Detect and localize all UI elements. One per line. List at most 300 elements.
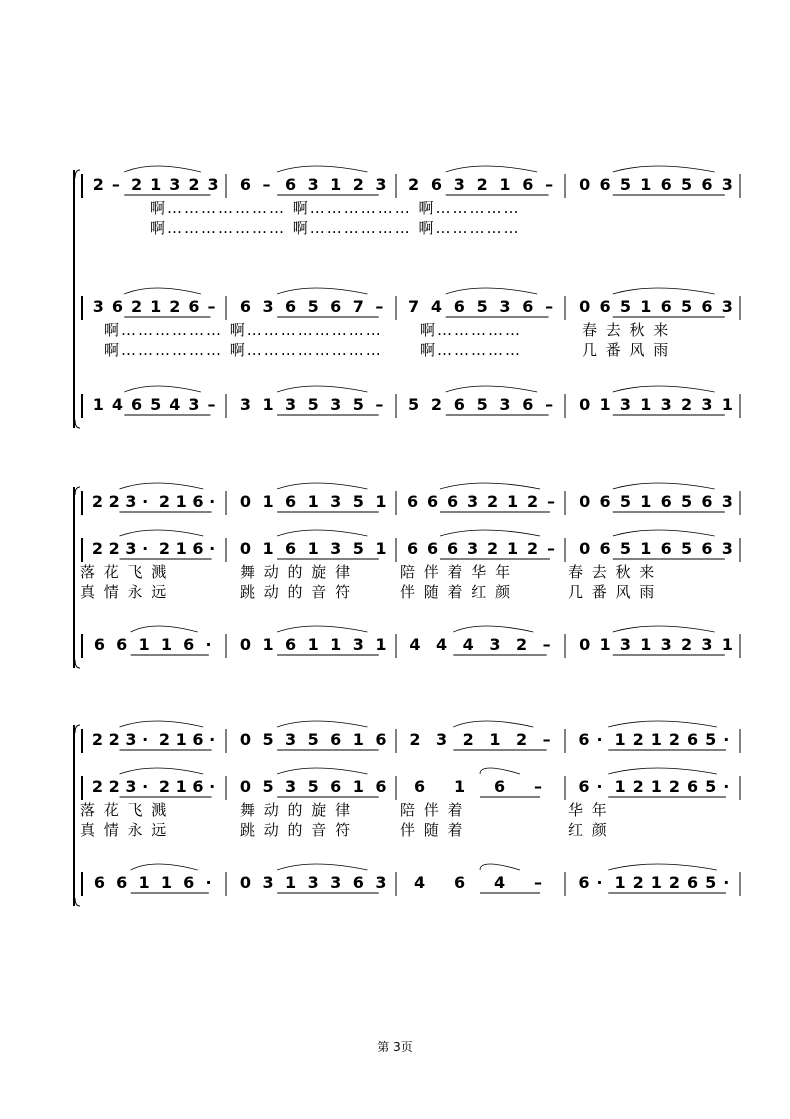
note: 3 [239, 395, 252, 414]
note: – [542, 635, 551, 654]
note: 6 [239, 297, 252, 316]
lyric-line: 啊………………… 啊……………… 啊…………… [150, 199, 521, 217]
note: 1 [138, 635, 150, 654]
slur [613, 530, 715, 536]
note: 6 [701, 492, 713, 511]
note: 1 [614, 777, 626, 796]
note: 2 [92, 175, 104, 194]
slur [124, 166, 201, 172]
note: 3 [721, 175, 733, 194]
note: 3 [701, 635, 713, 654]
lyric-line: 啊………………… 啊……………… 啊…………… [150, 219, 521, 237]
lyric-line: 几 番 风 雨 [582, 341, 671, 359]
note: 6 [701, 175, 713, 194]
note: · [723, 873, 730, 892]
note: 1 [285, 873, 297, 892]
note: 6 [453, 395, 465, 414]
note: 3 [285, 730, 297, 749]
lyric-line: 跳 动 的 音 符 [240, 821, 353, 839]
note: 3 [721, 297, 733, 316]
note: 1 [614, 873, 626, 892]
note: 2 [430, 395, 442, 414]
note: 6 [330, 297, 342, 316]
note: 3 [660, 635, 672, 654]
note: 5 [262, 777, 274, 796]
slur [277, 166, 367, 172]
note: 3 [330, 539, 342, 558]
note: 2 [108, 539, 120, 558]
note: 1 [352, 730, 364, 749]
note: 2 [668, 873, 681, 892]
note: 6 [447, 492, 459, 511]
note: 6 [660, 175, 672, 194]
note: 0 [239, 777, 252, 796]
note: 3 [125, 539, 137, 558]
note: 5 [352, 395, 364, 414]
lyric-line: 真 情 永 远 [80, 583, 169, 601]
note: 6 [522, 175, 534, 194]
note: 1 [175, 539, 187, 558]
note: · [596, 777, 603, 796]
note: 1 [262, 492, 274, 511]
note: 3 [467, 539, 479, 558]
note: 3 [721, 539, 733, 558]
note: 6 [522, 395, 534, 414]
note: 2 [409, 730, 421, 749]
slur [277, 288, 367, 294]
note: 2 [527, 492, 539, 511]
note: – [545, 175, 554, 194]
note: · [142, 777, 149, 796]
note: 1 [150, 297, 162, 316]
note: 3 [92, 297, 104, 316]
bracket-bottom-hook [75, 420, 80, 428]
slur [453, 721, 533, 727]
note: 6 [407, 539, 419, 558]
note: 5 [705, 730, 717, 749]
slur [613, 483, 715, 489]
note: · [209, 539, 216, 558]
bracket-bottom-hook [75, 660, 80, 668]
note: 4 [409, 635, 421, 654]
slur [120, 768, 204, 774]
slur [124, 386, 201, 392]
lyric-line: 啊……………… 啊…………………… [104, 321, 383, 339]
note: 1 [175, 730, 187, 749]
note: 5 [307, 777, 319, 796]
note: 5 [705, 873, 717, 892]
note: 2 [169, 297, 181, 316]
lyric-line: 啊……………… 啊…………………… [104, 341, 383, 359]
slur [613, 166, 715, 172]
note: 1 [262, 539, 274, 558]
note: 3 [262, 873, 274, 892]
note: 3 [285, 395, 297, 414]
note: 3 [125, 730, 137, 749]
slur [277, 721, 367, 727]
note: 6 [660, 492, 672, 511]
slur [613, 288, 715, 294]
slur [277, 626, 367, 632]
lyric-line: 伴 随 着 [400, 821, 465, 839]
note: · [142, 730, 149, 749]
note: 5 [681, 539, 693, 558]
note: 3 [701, 395, 713, 414]
note: 1 [507, 492, 519, 511]
note: 3 [307, 175, 319, 194]
slur [446, 288, 537, 294]
note: 1 [599, 635, 611, 654]
note: 2 [516, 730, 528, 749]
note: 5 [619, 492, 632, 511]
note: 3 [188, 395, 200, 414]
lyric-line: 红 颜 [568, 821, 609, 839]
note: 2 [108, 730, 120, 749]
note: – [547, 492, 555, 511]
note: 5 [705, 777, 717, 796]
note: 2 [91, 777, 104, 796]
note: · [142, 539, 149, 558]
note: 6 [111, 297, 123, 316]
note: 3 [169, 175, 181, 194]
note: 0 [579, 539, 591, 558]
note: 0 [579, 635, 591, 654]
note: 4 [462, 635, 474, 654]
note: – [111, 175, 120, 194]
slur [440, 483, 540, 489]
note: 0 [239, 539, 252, 558]
note: 1 [489, 730, 501, 749]
note: 3 [499, 395, 511, 414]
lyric-line: 舞 动 的 旋 律 [240, 563, 353, 581]
slur [608, 721, 717, 727]
note: 1 [330, 175, 342, 194]
note: 0 [239, 635, 252, 654]
note: 2 [130, 297, 143, 316]
note: 3 [330, 873, 342, 892]
note: – [207, 395, 216, 414]
lyric-line: 春 去 秋 来 [582, 321, 671, 339]
note: 6 [285, 539, 297, 558]
note: 1 [352, 777, 364, 796]
note: 6 [192, 492, 204, 511]
note: 2 [632, 730, 644, 749]
note: 4 [414, 873, 426, 892]
note: 6 [453, 297, 465, 316]
note: – [547, 539, 555, 558]
note: 6 [192, 777, 204, 796]
note: 3 [330, 395, 342, 414]
note: 6 [427, 539, 439, 558]
note: 1 [138, 873, 150, 892]
note: 5 [681, 297, 693, 316]
slur [480, 768, 520, 774]
note: 1 [330, 635, 342, 654]
note: · [596, 873, 603, 892]
slur [480, 864, 520, 870]
note: 1 [640, 175, 652, 194]
note: 6 [454, 873, 466, 892]
note: 6 [285, 492, 297, 511]
note: 0 [579, 395, 591, 414]
note: 6 [352, 873, 364, 892]
note: 1 [160, 873, 172, 892]
lyric-line: 啊…………… [420, 341, 523, 359]
note: 1 [614, 730, 626, 749]
note: 2 [91, 730, 104, 749]
note: 1 [262, 395, 274, 414]
note: 2 [188, 175, 200, 194]
note: 1 [307, 635, 319, 654]
slur [440, 530, 540, 536]
lyric-line: 啊…………… [420, 321, 523, 339]
note: · [209, 492, 216, 511]
note: 1 [160, 635, 172, 654]
note: 2 [91, 492, 104, 511]
note: 4 [430, 297, 442, 316]
note: 2 [91, 539, 104, 558]
note: 2 [487, 492, 499, 511]
note: 6 [285, 635, 297, 654]
note: 2 [487, 539, 499, 558]
note: 6 [578, 730, 590, 749]
note: 6 [239, 175, 252, 194]
note: · [209, 730, 216, 749]
note: 6 [430, 175, 442, 194]
note: 2 [681, 635, 693, 654]
note: 7 [408, 297, 420, 316]
note: 1 [650, 730, 662, 749]
note: 1 [175, 777, 187, 796]
note: 1 [640, 395, 652, 414]
note: 1 [92, 395, 104, 414]
note: 3 [436, 730, 448, 749]
note: 5 [307, 730, 319, 749]
note: – [375, 297, 384, 316]
note: – [534, 777, 542, 796]
note: 1 [650, 777, 662, 796]
note: 3 [619, 635, 632, 654]
note: 3 [375, 873, 387, 892]
bracket-top-hook [75, 170, 80, 178]
note: 0 [239, 730, 252, 749]
note: – [545, 297, 554, 316]
slur [277, 386, 367, 392]
note: 0 [579, 492, 591, 511]
note: 6 [701, 297, 713, 316]
note: 6 [494, 777, 506, 796]
note: – [375, 395, 384, 414]
note: 6 [414, 777, 426, 796]
note: 3 [330, 492, 342, 511]
note: 6 [116, 873, 128, 892]
note: 6 [188, 297, 200, 316]
note: 1 [454, 777, 466, 796]
slur [277, 864, 367, 870]
note: 1 [307, 492, 319, 511]
note: 1 [307, 539, 319, 558]
note: 5 [476, 297, 488, 316]
note: 3 [489, 635, 501, 654]
lyric-line: 春 去 秋 来 [568, 563, 657, 581]
note: 1 [640, 539, 652, 558]
note: 5 [619, 539, 632, 558]
note: · [209, 777, 216, 796]
slur [131, 626, 198, 632]
note: 6 [599, 539, 611, 558]
lyric-line: 几 番 风 雨 [568, 583, 657, 601]
lyric-line: 华 年 [568, 801, 609, 819]
slur [446, 386, 537, 392]
note: 6 [192, 730, 204, 749]
note: – [542, 730, 551, 749]
note: 2 [352, 175, 364, 194]
note: 2 [632, 777, 644, 796]
note: 2 [527, 539, 539, 558]
note: 6 [130, 395, 143, 414]
note: 2 [462, 730, 474, 749]
note: 2 [516, 635, 528, 654]
note: 5 [352, 492, 364, 511]
bracket-bottom-hook [75, 898, 80, 906]
note: 1 [721, 395, 733, 414]
note: 4 [436, 635, 448, 654]
note: · [723, 777, 730, 796]
lyric-line: 陪 伴 着 华 年 [400, 563, 513, 581]
slur [131, 864, 198, 870]
lyric-line: 跳 动 的 音 符 [240, 583, 353, 601]
lyric-line: 落 花 飞 溅 [80, 563, 169, 581]
note: 1 [150, 175, 162, 194]
slur [608, 864, 717, 870]
note: 6 [285, 175, 297, 194]
note: 3 [125, 777, 137, 796]
slur [613, 386, 715, 392]
note: 3 [207, 175, 219, 194]
note: 1 [599, 395, 611, 414]
note: 1 [262, 635, 274, 654]
note: 6 [183, 873, 195, 892]
note: 6 [93, 635, 105, 654]
note: 6 [687, 873, 699, 892]
note: 1 [507, 539, 519, 558]
lyric-line: 陪 伴 着 [400, 801, 465, 819]
note: 1 [375, 635, 387, 654]
lyric-line: 落 花 飞 溅 [80, 801, 169, 819]
bracket-top-hook [75, 725, 80, 733]
note: 6 [427, 492, 439, 511]
note: 6 [701, 539, 713, 558]
note: – [207, 297, 216, 316]
note: 2 [130, 175, 143, 194]
note: 5 [408, 395, 420, 414]
note: 5 [476, 395, 488, 414]
note: 1 [640, 492, 652, 511]
note: 3 [499, 297, 511, 316]
note: – [545, 395, 554, 414]
note: 6 [330, 777, 342, 796]
note: 6 [599, 297, 611, 316]
note: 5 [150, 395, 162, 414]
note: 6 [285, 297, 297, 316]
note: 5 [307, 297, 319, 316]
note: 2 [108, 492, 120, 511]
note: 5 [619, 297, 632, 316]
lyric-line: 伴 随 着 红 颜 [400, 583, 513, 601]
note: 5 [262, 730, 274, 749]
note: 3 [619, 395, 632, 414]
note: 3 [285, 777, 297, 796]
slur [120, 483, 204, 489]
note: 2 [681, 395, 693, 414]
note: 3 [467, 492, 479, 511]
note: 3 [375, 175, 387, 194]
note: 0 [579, 175, 591, 194]
note: – [262, 175, 271, 194]
lyric-line: 舞 动 的 旋 律 [240, 801, 353, 819]
note: 4 [111, 395, 123, 414]
note: 0 [579, 297, 591, 316]
note: 6 [660, 539, 672, 558]
note: 6 [330, 730, 342, 749]
note: 2 [668, 730, 681, 749]
slur [446, 166, 537, 172]
note: 6 [687, 730, 699, 749]
note: 2 [158, 492, 171, 511]
note: · [205, 635, 212, 654]
note: 7 [352, 297, 364, 316]
note: 2 [632, 873, 644, 892]
note: 1 [375, 539, 387, 558]
note: 6 [192, 539, 204, 558]
slur [124, 288, 201, 294]
note: 3 [307, 873, 319, 892]
note: 1 [175, 492, 187, 511]
note: 6 [687, 777, 699, 796]
note: · [142, 492, 149, 511]
note: 5 [619, 175, 632, 194]
note: 6 [183, 635, 195, 654]
note: 6 [116, 635, 128, 654]
note: 3 [721, 492, 733, 511]
note: 4 [169, 395, 181, 414]
note: · [596, 730, 603, 749]
note: 1 [640, 297, 652, 316]
slur [453, 626, 533, 632]
slur [608, 768, 717, 774]
note: 5 [352, 539, 364, 558]
note: 0 [239, 492, 252, 511]
note: 6 [599, 492, 611, 511]
note: 1 [721, 635, 733, 654]
note: 6 [578, 873, 590, 892]
note: 5 [307, 395, 319, 414]
note: 6 [660, 297, 672, 316]
slur [277, 483, 367, 489]
note: 0 [239, 873, 252, 892]
note: 1 [375, 492, 387, 511]
note: 2 [158, 730, 171, 749]
note: 6 [578, 777, 590, 796]
note: 3 [453, 175, 465, 194]
slur [277, 530, 367, 536]
note: 2 [476, 175, 488, 194]
note: 1 [650, 873, 662, 892]
note: – [534, 873, 542, 892]
page-number: 第 3页 [377, 1040, 413, 1054]
note: 6 [522, 297, 534, 316]
note: 3 [352, 635, 364, 654]
